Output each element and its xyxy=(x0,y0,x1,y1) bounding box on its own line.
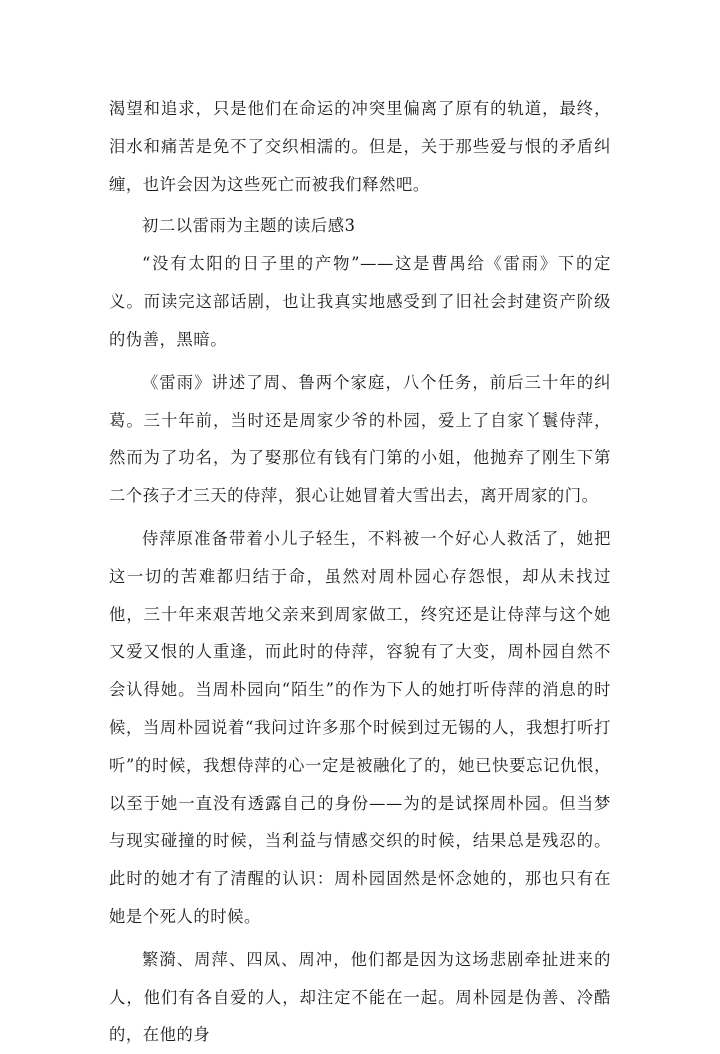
document-body xyxy=(109,90,611,1054)
paragraph-continuation: 渴望和追求，只是他们在命运的冲突里偏离了原有的轨道，最终，泪水和痛苦是免不了交织相濡的。但是，关于那些爱与恨的矛盾纠缠，也许会因为这些死亡而被我们释然吧。 xyxy=(109,99,611,194)
section-heading: 初二以雷雨为主题的读后感3 xyxy=(142,216,356,236)
paragraph-intro: “没有太阳的日子里的产物”——这是曹禺给《雷雨》下的定义。而读完这部话剧，也让我真实地感受到了旧社会封建资产阶级的伪善，黑暗。 xyxy=(109,254,611,349)
paragraph-summary: 《雷雨》讲述了周、鲁两个家庭，八个任务，前后三十年的纠葛。三十年前，当时还是周家少爷的朴园，爱上了自家丫鬟侍萍，然而为了功名，为了娶那位有钱有门第的小姐，他抛弃了刚生下第二个孩子才三天的侍萍，狠心让她冒着大雪出去，离开周家的门。 xyxy=(109,372,611,506)
paragraph-characters: 繁漪、周萍、四凤、周冲，他们都是因为这场悲剧牵扯进来的人，他们有各自爱的人，却注定不能在一起。周朴园是伪善、冷酷的，在他的身 xyxy=(109,949,611,1045)
paragraph-shiping: 侍萍原准备带着小儿子轻生，不料被一个好心人救活了，她把这一切的苦难都归结于命，虽然对周朴园心存怨恨，却从未找过他，三十年来艰苦地父亲来到周家做工，终究还是让侍萍与这个她又爱又恨的人重逢，而此时的侍萍，容貌有了大变，周朴园自然不会认得她。当周朴园向“陌生”的作为下人的她打听侍萍的消息的时候，当周朴园说着“我问过许多那个时候到过无锡的人，我想打听打听”的时候，我想侍萍的心一定是被融化了的，她已快要忘记仇恨，以至于她一直没有透露自己的身份——为的是试探周朴园。但当梦与现实碰撞的时候，当利益与情感交织的时候，结果总是残忍的。此时的她才有了清醒的认识：周朴园固然是怀念她的，那也只有在她是个死人的时候。 xyxy=(109,528,611,926)
